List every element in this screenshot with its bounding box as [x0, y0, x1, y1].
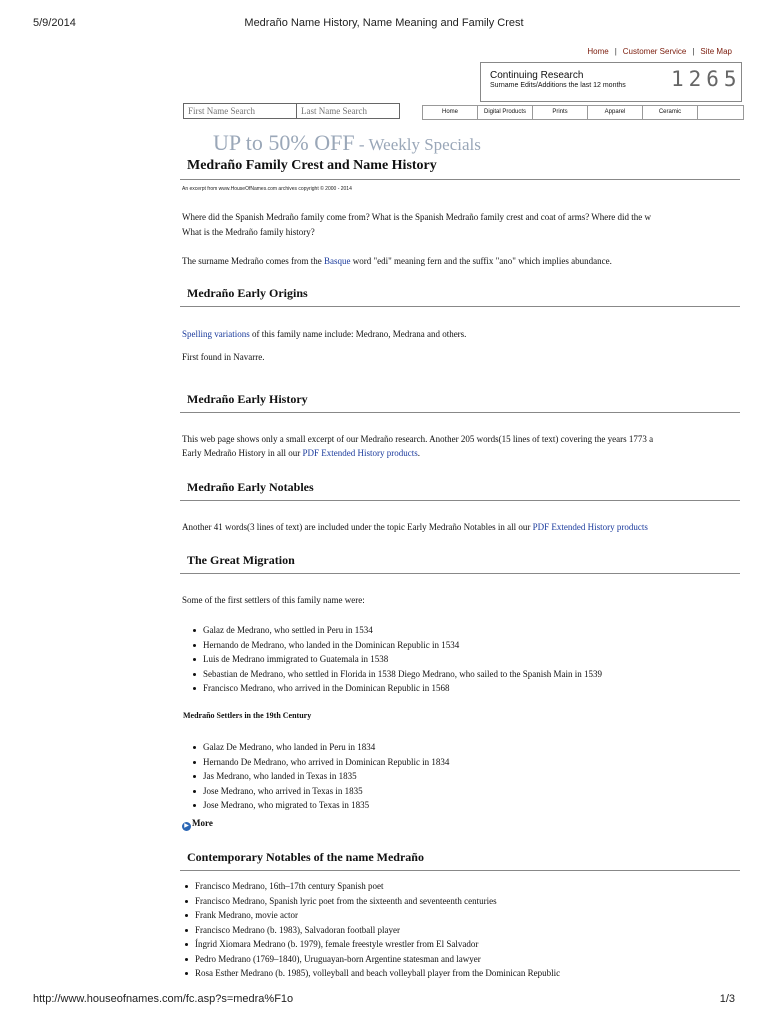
- promo-sub: - Weekly Specials: [354, 135, 481, 154]
- list-item: Jose Medrano, who arrived in Texas in 1835: [192, 784, 449, 799]
- intro-line-2: What is the Medraño family history?: [182, 227, 315, 237]
- divider: [180, 870, 740, 871]
- spelling-paragraph: [182, 327, 752, 342]
- history-line-2: [182, 446, 752, 461]
- list-item: Frank Medrano, movie actor: [184, 908, 560, 923]
- history-line-1: This web page shows only a small excerpt of our Medraño research. Another 205 words(15 lines of text) covering the years 1773 a: [182, 434, 654, 444]
- print-footer: [33, 993, 735, 1007]
- top-nav-customer-service-link[interactable]: Customer Service: [622, 47, 687, 56]
- category-nav-home[interactable]: Home: [423, 106, 478, 119]
- settlers-19th-list: [192, 740, 449, 813]
- print-date: 5/9/2014: [33, 17, 76, 29]
- more-label: More: [192, 818, 213, 828]
- settlers-list: [192, 623, 602, 696]
- list-item: Sebastian de Medrano, who settled in Florida in 1538 Diego Medrano, who sailed to the Spanish Main in 1539: [192, 667, 602, 682]
- list-item: Galaz de Medrano, who settled in Peru in 1534: [192, 623, 602, 638]
- list-item: Rosa Esther Medrano (b. 1985), volleyball and beach volleyball player from the Dominican Republic: [184, 966, 560, 981]
- list-item: Francisco Medrano, who arrived in the Dominican Republic in 1568: [192, 681, 602, 696]
- top-nav-home-link[interactable]: Home: [587, 47, 609, 56]
- list-item: Francisco Medrano (b. 1983), Salvadoran football player: [184, 923, 560, 938]
- notables-paragraph: [182, 520, 752, 535]
- category-nav-digital-products[interactable]: Digital Products: [478, 106, 533, 119]
- list-item: Hernando De Medrano, who arrived in Dominican Republic in 1834: [192, 755, 449, 770]
- category-nav: [422, 105, 744, 120]
- divider: [180, 500, 740, 501]
- list-item: Jose Medrano, who migrated to Texas in 1835: [192, 798, 449, 813]
- list-item: Jas Medrano, who landed in Texas in 1835: [192, 769, 449, 784]
- pdf-notables-link[interactable]: PDF Extended History products: [532, 522, 648, 532]
- divider: [180, 412, 740, 413]
- spelling-variations-link[interactable]: Spelling variations: [182, 329, 250, 339]
- list-item: Pedro Medrano (1769–1840), Uruguayan-born Argentine statesman and lawyer: [184, 952, 560, 967]
- early-history-heading: Medraño Early History: [187, 392, 308, 406]
- surname-text-end: word "edi" meaning fern and the suffix "ano" which implies abundance.: [350, 256, 612, 266]
- excerpt-note: An excerpt from www.HouseOfNames.com archives copyright © 2000 - 2014: [182, 186, 352, 192]
- web-page: [180, 40, 742, 990]
- list-item: Luis de Medrano immigrated to Guatemala in 1538: [192, 652, 602, 667]
- category-nav-apparel[interactable]: Apparel: [588, 106, 643, 119]
- pdf-history-link[interactable]: PDF Extended History products: [302, 448, 418, 458]
- contemporary-list: [184, 879, 560, 981]
- arrow-right-icon: ▶: [182, 822, 191, 831]
- list-item: Francisco Medrano, Spanish lyric poet from the sixteenth and seventeenth centuries: [184, 894, 560, 909]
- list-item: Galaz De Medrano, who landed in Peru in 1834: [192, 740, 449, 755]
- promo-banner[interactable]: [213, 130, 481, 156]
- list-item: Hernando de Medrano, who landed in the Dominican Republic in 1534: [192, 638, 602, 653]
- divider: [180, 573, 740, 574]
- category-nav-ceramic[interactable]: Ceramic: [643, 106, 698, 119]
- great-migration-heading: The Great Migration: [187, 553, 295, 567]
- early-notables-heading: Medraño Early Notables: [187, 480, 314, 494]
- first-name-search-input[interactable]: [183, 103, 297, 119]
- notables-text: Another 41 words(3 lines of text) are included under the topic Early Medraño Notables in all our: [182, 522, 533, 532]
- page-title: Medraño Family Crest and Name History: [187, 158, 437, 173]
- migration-intro: Some of the first settlers of this family name were:: [182, 595, 365, 605]
- continuing-research-box: [480, 62, 742, 102]
- print-title: Medraño Name History, Name Meaning and Family Crest: [244, 17, 524, 29]
- print-page-number: 1/3: [719, 993, 735, 1005]
- history-text-end: .: [417, 448, 420, 458]
- print-header: [33, 17, 735, 31]
- promo-main: UP to 50% OFF: [213, 130, 355, 155]
- spelling-text: of this family name include: Medrano, Medrana and others.: [249, 329, 467, 339]
- basque-link[interactable]: Basque: [323, 256, 351, 266]
- settlers-19th-heading: Medraño Settlers in the 19th Century: [183, 711, 312, 720]
- divider: [180, 306, 740, 307]
- intro-line-1: Where did the Spanish Medraño family come from? What is the Spanish Medraño family crest and coat of arms? Where did the w: [182, 212, 652, 222]
- history-text: Early Medraño History in all our: [182, 448, 303, 458]
- contemporary-notables-heading: Contemporary Notables of the name Medraño: [187, 850, 424, 864]
- last-name-search-input[interactable]: [296, 103, 400, 119]
- top-nav: Home | Customer Service | Site Map: [587, 47, 732, 56]
- divider: [180, 179, 740, 180]
- research-title: Continuing Research: [490, 70, 584, 81]
- early-origins-heading: Medraño Early Origins: [187, 286, 308, 300]
- print-url: http://www.houseofnames.com/fc.asp?s=medra%F1o: [33, 993, 294, 1005]
- surname-paragraph: [182, 254, 752, 269]
- surname-text: The surname Medraño comes from the: [182, 256, 324, 266]
- list-item: Francisco Medrano, 16th–17th century Spanish poet: [184, 879, 560, 894]
- list-item: Íngrid Xiomara Medrano (b. 1979), female freestyle wrestler from El Salvador: [184, 937, 560, 952]
- first-found-text: First found in Navarre.: [182, 352, 265, 362]
- category-nav-prints[interactable]: Prints: [533, 106, 588, 119]
- research-counter: 1265: [671, 67, 742, 91]
- research-subtitle: Surname Edits/Additions the last 12 months: [490, 82, 626, 89]
- more-link[interactable]: [182, 818, 213, 831]
- top-nav-site-map-link[interactable]: Site Map: [700, 47, 732, 56]
